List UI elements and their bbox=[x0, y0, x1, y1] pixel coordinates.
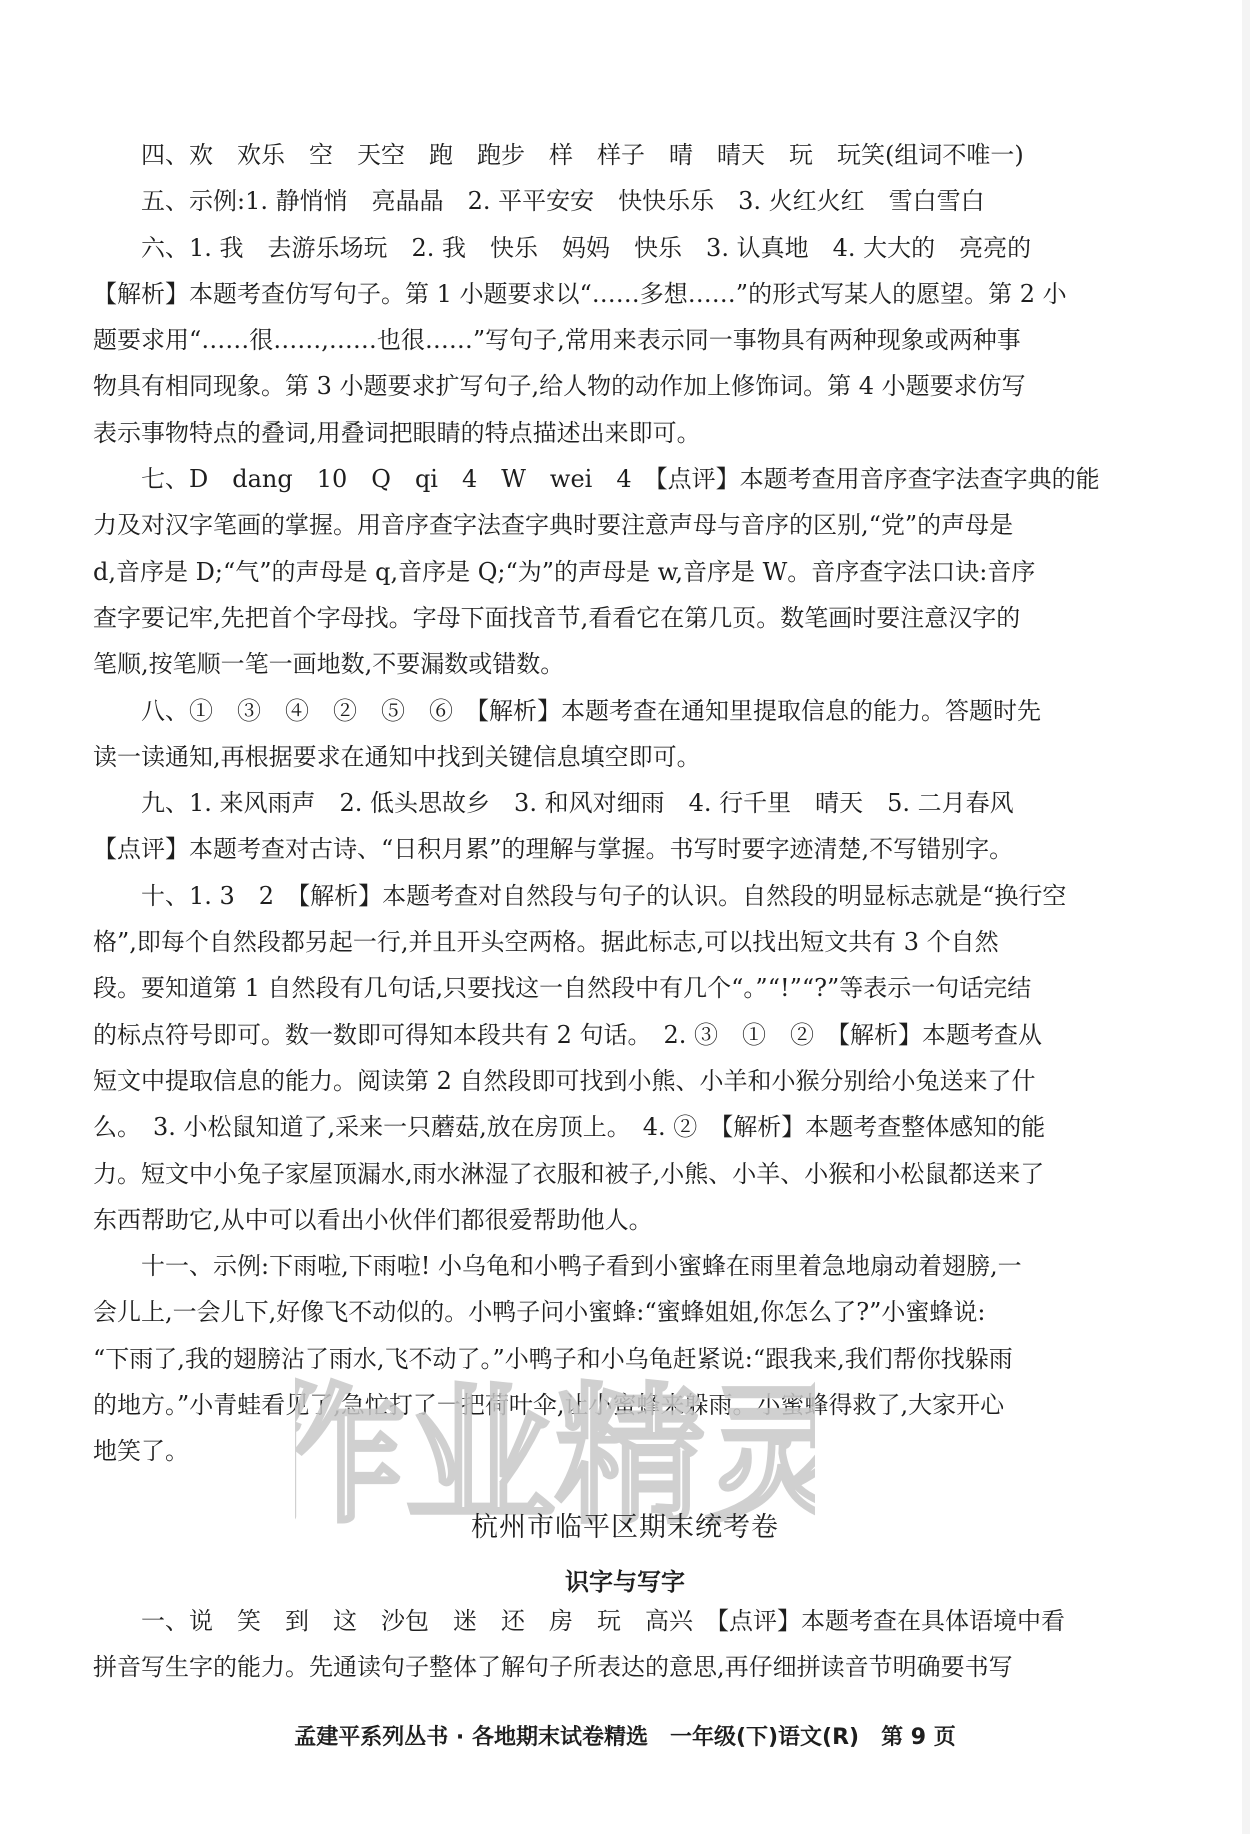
analysis-line: 力。短文中小兔子家屋顶漏水,雨水淋湿了衣服和被子,小熊、小羊、小猴和小松鼠都送来了 bbox=[93, 1159, 1045, 1188]
analysis-line: 段。要知道第 1 自然段有几句话,只要找这一自然段中有几个“。”“!”“?”等表示一句话完结 bbox=[93, 974, 1032, 1003]
analysis-line: 【解析】本题考查仿写句子。第 1 小题要求以“……多想……”的形式写某人的愿望。第 2 小 bbox=[93, 279, 1067, 308]
analysis-line: 表示事物特点的叠词,用叠词把眼睛的特点描述出来即可。 bbox=[93, 418, 701, 447]
answer-line-8: 八、① ③ ④ ② ⑤ ⑥ 【解析】本题考查在通知里提取信息的能力。答题时先 bbox=[141, 696, 1041, 725]
analysis-line: 格”,即每个自然段都另起一行,并且开头空两格。据此标志,可以找出短文共有 3 个自然 bbox=[93, 928, 999, 957]
analysis-line: 力及对汉字笔画的掌握。用音序查字法查字典时要注意声母与音序的区别,“党”的声母是 bbox=[93, 511, 1014, 540]
answer-line-11: 十一、示例:下雨啦,下雨啦! 小乌龟和小鸭子看到小蜜蜂在雨里着急地扇动着翅膀,一 bbox=[141, 1252, 1022, 1281]
answer-text-block bbox=[93, 132, 1103, 1475]
section-subtitle: 识字与写字 bbox=[565, 1568, 685, 1596]
analysis-line: 拼音写生字的能力。先通读句子整体了解句子所表达的意思,再仔细拼读音节明确要书写 bbox=[93, 1653, 1013, 1682]
analysis-line: 的地方。”小青蛙看见了,急忙打了一把荷叶伞,让小蜜蜂来躲雨。小蜜蜂得救了,大家开心 bbox=[93, 1391, 1005, 1420]
analysis-line: 读一读通知,再根据要求在通知中找到关键信息填空即可。 bbox=[93, 742, 701, 771]
analysis-line: 会儿上,一会儿下,好像飞不动似的。小鸭子问小蜜蜂:“蜜蜂姐姐,你怎么了?”小蜜蜂说: bbox=[93, 1298, 986, 1327]
analysis-line: 地笑了。 bbox=[93, 1437, 189, 1466]
analysis-line: “下雨了,我的翅膀沾了雨水,飞不动了。”小鸭子和小乌龟赶紧说:“跟我来,我们帮你找躲雨 bbox=[93, 1344, 1013, 1373]
analysis-line: 么。 3. 小松鼠知道了,采来一只蘑菇,放在房顶上。 4. ② 【解析】本题考查整体感知的能 bbox=[93, 1113, 1046, 1142]
exam-title: 杭州市临平区期末统考卷 bbox=[471, 1512, 779, 1543]
page-edge bbox=[1242, 0, 1250, 1834]
analysis-line: 【点评】本题考查对古诗、“日积月累”的理解与掌握。书写时要字迹清楚,不写错别字。 bbox=[93, 835, 1014, 864]
analysis-line: 短文中提取信息的能力。阅读第 2 自然段即可找到小熊、小羊和小猴分别给小兔送来了什 bbox=[93, 1066, 1036, 1095]
answer-line-5: 五、示例:1. 静悄悄 亮晶晶 2. 平平安安 快快乐乐 3. 火红火红 雪白雪白 bbox=[141, 187, 985, 216]
answer-text-block-2 bbox=[93, 1598, 1103, 1691]
answer-line-9: 九、1. 来风雨声 2. 低头思故乡 3. 和风对细雨 4. 行千里 晴天 5. 二月春风 bbox=[141, 789, 1014, 818]
page-footer: 孟建平系列丛书 · 各地期末试卷精选 一年级(下)语文(R) 第 9 页 bbox=[294, 1725, 956, 1750]
analysis-line: d,音序是 D;“气”的声母是 q,音序是 Q;“为”的声母是 w,音序是 W。音序查字法口诀:音序 bbox=[93, 557, 1036, 586]
answer-line-7: 七、D dang 10 Q qi 4 W wei 4 【点评】本题考查用音序查字法查字典的能 bbox=[141, 465, 1100, 494]
analysis-line: 的标点符号即可。数一数即可得知本段共有 2 句话。 2. ③ ① ② 【解析】本题考查从 bbox=[93, 1020, 1043, 1049]
answer-line-4: 四、欢 欢乐 空 天空 跑 跑步 样 样子 晴 晴天 玩 玩笑(组词不唯一) bbox=[141, 141, 1024, 169]
answer-line-10: 十、1. 3 2 【解析】本题考查对自然段与句子的认识。自然段的明显标志就是“换行空 bbox=[141, 881, 1067, 910]
analysis-line: 笔顺,按笔顺一笔一画地数,不要漏数或错数。 bbox=[93, 650, 565, 679]
answer-line-1: 一、说 笑 到 这 沙包 迷 还 房 玩 高兴 【点评】本题考查在具体语境中看 bbox=[141, 1607, 1065, 1635]
analysis-line: 物具有相同现象。第 3 小题要求扩写句子,给人物的动作加上修饰词。第 4 小题要求仿写 bbox=[93, 372, 1026, 401]
analysis-line: 东西帮助它,从中可以看出小伙伴们都很爱帮助他人。 bbox=[93, 1205, 653, 1234]
analysis-line: 查字要记牢,先把首个字母找。字母下面找音节,看看它在第几页。数笔画时要注意汉字的 bbox=[93, 603, 1021, 632]
answer-line-6: 六、1. 我 去游乐场玩 2. 我 快乐 妈妈 快乐 3. 认真地 4. 大大的 亮亮的 bbox=[141, 233, 1032, 262]
svg-text:作业精灵: 作业精灵 bbox=[295, 1370, 815, 1540]
analysis-line: 题要求用“……很……,……也很……”写句子,常用来表示同一事物具有两种现象或两种事 bbox=[93, 326, 1021, 355]
